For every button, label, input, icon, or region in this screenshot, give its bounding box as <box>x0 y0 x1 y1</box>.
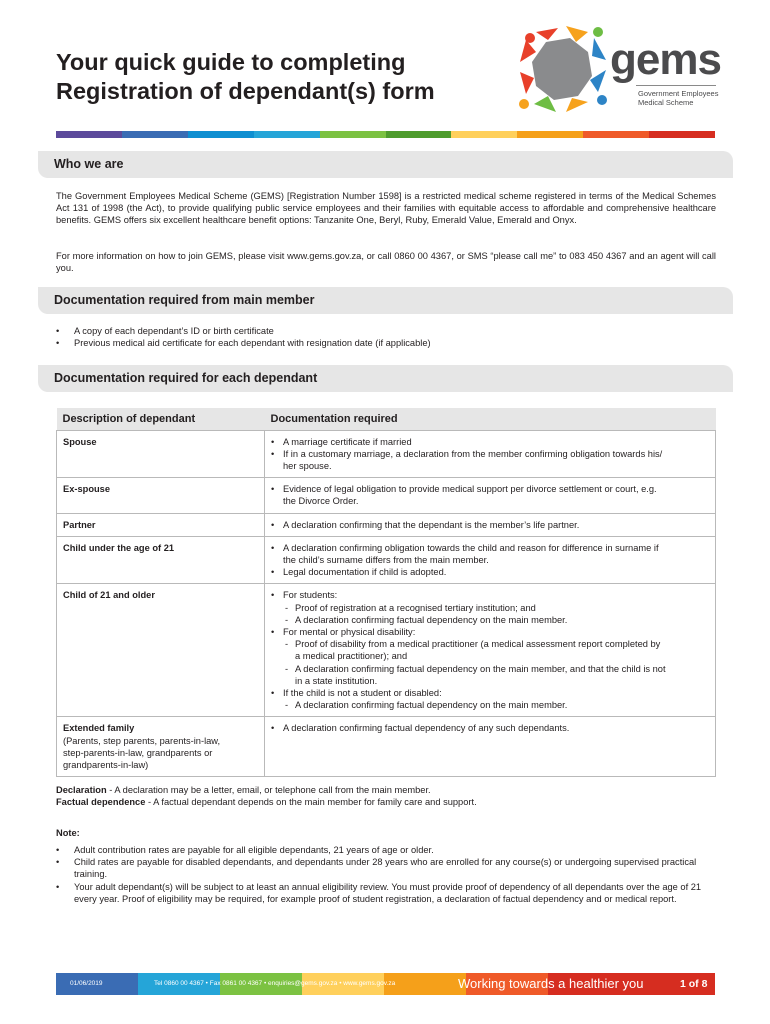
stripe-segment <box>649 131 715 138</box>
title-line-2: Registration of dependant(s) form <box>56 78 435 104</box>
logo-subtitle <box>638 89 718 107</box>
stripe-segment <box>517 131 583 138</box>
requirement: • A declaration confirming that the dependant is the member’s life partner. <box>271 519 709 531</box>
main-member-list <box>56 325 716 349</box>
definition-term: Factual dependence <box>56 797 146 808</box>
stripe-segment <box>122 131 188 138</box>
row-label-child-under-21: Child under the age of 21 <box>63 542 175 553</box>
definitions <box>56 784 477 808</box>
definition-factual-dependence <box>56 796 477 808</box>
logo-wordmark: gems <box>610 35 721 84</box>
sub-requirement-continued: in a state institution. <box>295 675 378 686</box>
logo-subtitle-line-2: Medical Scheme <box>638 98 694 107</box>
requirement: • If in a customary marriage, a declaration from the member confirming obligation towards his/ <box>271 448 709 460</box>
definition-text: - A declaration may be a letter, email, or telephone call from the main member. <box>106 785 431 795</box>
list-item: • Your adult dependant(s) will be subject to at least an annual eligibility review. You must provide proof of dependency of all dependants over the age of 21 every year. Proof of eligibility may be required, for example proof of student registration, a declaration of factual dependency and or medical report. <box>56 881 716 905</box>
sub-requirement: - Proof of registration at a recognised tertiary institution; and <box>271 602 709 614</box>
notes-list <box>56 844 716 905</box>
sub-requirement-continued: a medical practitioner); and <box>295 651 408 662</box>
note-heading: Note: <box>56 828 80 838</box>
footer-contact: Tel 0860 00 4367 • Fax 0861 00 4367 • enquiries@gems.gov.za • www.gems.gov.za <box>154 980 396 987</box>
column-header-description: Description of dependant <box>57 408 265 430</box>
stripe-segment <box>386 131 452 138</box>
definition-declaration <box>56 784 477 796</box>
requirement: • A declaration confirming obligation towards the child and reason for difference in surname if <box>271 542 709 554</box>
requirement: • A declaration confirming factual dependency of any such dependants. <box>271 722 709 734</box>
requirement: • Evidence of legal obligation to provide medical support per divorce settlement or court, e.g. <box>271 483 709 495</box>
table-row <box>57 584 716 717</box>
title-line-1: Your quick guide to completing <box>56 49 406 75</box>
table-row <box>57 513 716 536</box>
row-label-extended-family: Extended family <box>63 723 135 734</box>
stripe-segment <box>188 131 254 138</box>
colour-stripe <box>56 131 715 138</box>
requirement-continued: her spouse. <box>283 460 332 471</box>
table-row <box>57 430 716 478</box>
list-item: • A copy of each dependant’s ID or birth certificate <box>56 325 716 337</box>
row-label-ex-spouse: Ex-spouse <box>63 484 111 495</box>
table-row <box>57 478 716 513</box>
stripe-segment <box>451 131 517 138</box>
sub-requirement: - Proof of disability from a medical practitioner (a medical assessment report completed by <box>271 638 709 650</box>
section-heading-main-member: Documentation required from main member <box>38 287 733 314</box>
section-heading-each-dependant: Documentation required for each dependant <box>38 365 733 392</box>
row-label-spouse: Spouse <box>63 436 97 447</box>
sub-requirement: - A declaration confirming factual dependency on the main member. <box>271 699 709 711</box>
list-item: • Child rates are payable for disabled dependants, and dependants under 28 years who are enrolled for any course(s) or undergoing supervised practical training. <box>56 856 716 880</box>
list-item: • Previous medical aid certificate for each dependant with resignation date (if applicable) <box>56 337 716 349</box>
footer-page-number: 1 of 8 <box>680 978 708 990</box>
who-we-are-paragraph-2: For more information on how to join GEMS, please visit www.gems.gov.za, or call 0860 00 4367, or SMS “please call me” to 083 450 4367 and an agent will call you. <box>56 251 716 274</box>
footer-date: 01/06/2019 <box>70 980 103 987</box>
column-header-documentation: Documentation required <box>265 408 716 430</box>
row-sublabel: grandparents-in-law) <box>63 759 149 770</box>
stripe-segment <box>320 131 386 138</box>
stripe-segment <box>254 131 320 138</box>
gems-logo <box>518 24 721 114</box>
requirement: • For mental or physical disability: <box>271 626 709 638</box>
logo-subtitle-line-1: Government Employees <box>638 89 719 98</box>
requirement: • A marriage certificate if married <box>271 436 709 448</box>
table-row <box>57 536 716 584</box>
sub-requirement: - A declaration confirming factual dependency on the main member. <box>271 614 709 626</box>
footer-tagline: Working towards a healthier you <box>458 976 644 991</box>
row-label-child-21-and-older: Child of 21 and older <box>63 590 155 601</box>
stripe-segment <box>583 131 649 138</box>
table-row <box>57 717 716 777</box>
requirement: • If the child is not a student or disabled: <box>271 687 709 699</box>
stripe-segment <box>56 131 122 138</box>
page-footer <box>56 973 715 995</box>
page-title <box>56 48 435 106</box>
who-we-are-paragraph-1: The Government Employees Medical Scheme (GEMS) [Registration Number 1598] is a restricted medical scheme registered in terms of the Medical Schemes Act 131 of 1998 (the Act), to provide qualifying public service employees and their families with equitable access to affordable and comprehensive healthcare benefits. GEMS offers six excellent healthcare benefit options: Tanzanite One, Beryl, Ruby, Emerald Value, Emerald and Onyx. <box>56 191 716 226</box>
list-item: • Adult contribution rates are payable for all eligible dependants, 21 years of age or older. <box>56 844 716 856</box>
row-sublabel: step-parents-in-law, grandparents or <box>63 747 213 758</box>
footer-segment <box>384 973 466 995</box>
requirement: • Legal documentation if child is adopted. <box>271 566 709 578</box>
sub-requirement: - A declaration confirming factual dependency on the main member, and that the child is not <box>271 663 709 675</box>
logo-divider <box>636 85 716 86</box>
row-sublabel: (Parents, step parents, parents-in-law, <box>63 735 221 746</box>
definition-text: - A factual dependant depends on the main member for family care and support. <box>145 797 477 808</box>
section-heading-who-we-are: Who we are <box>38 151 733 178</box>
requirement-continued: the child’s surname differs from the main member. <box>283 554 489 565</box>
table-header-row <box>57 408 716 430</box>
gems-logo-mark-icon <box>518 24 608 114</box>
requirement: • For students: <box>271 589 709 601</box>
row-label-partner: Partner <box>63 519 96 530</box>
requirement-continued: the Divorce Order. <box>283 496 359 507</box>
definition-term: Declaration <box>56 785 107 795</box>
dependant-documentation-table <box>56 408 716 777</box>
